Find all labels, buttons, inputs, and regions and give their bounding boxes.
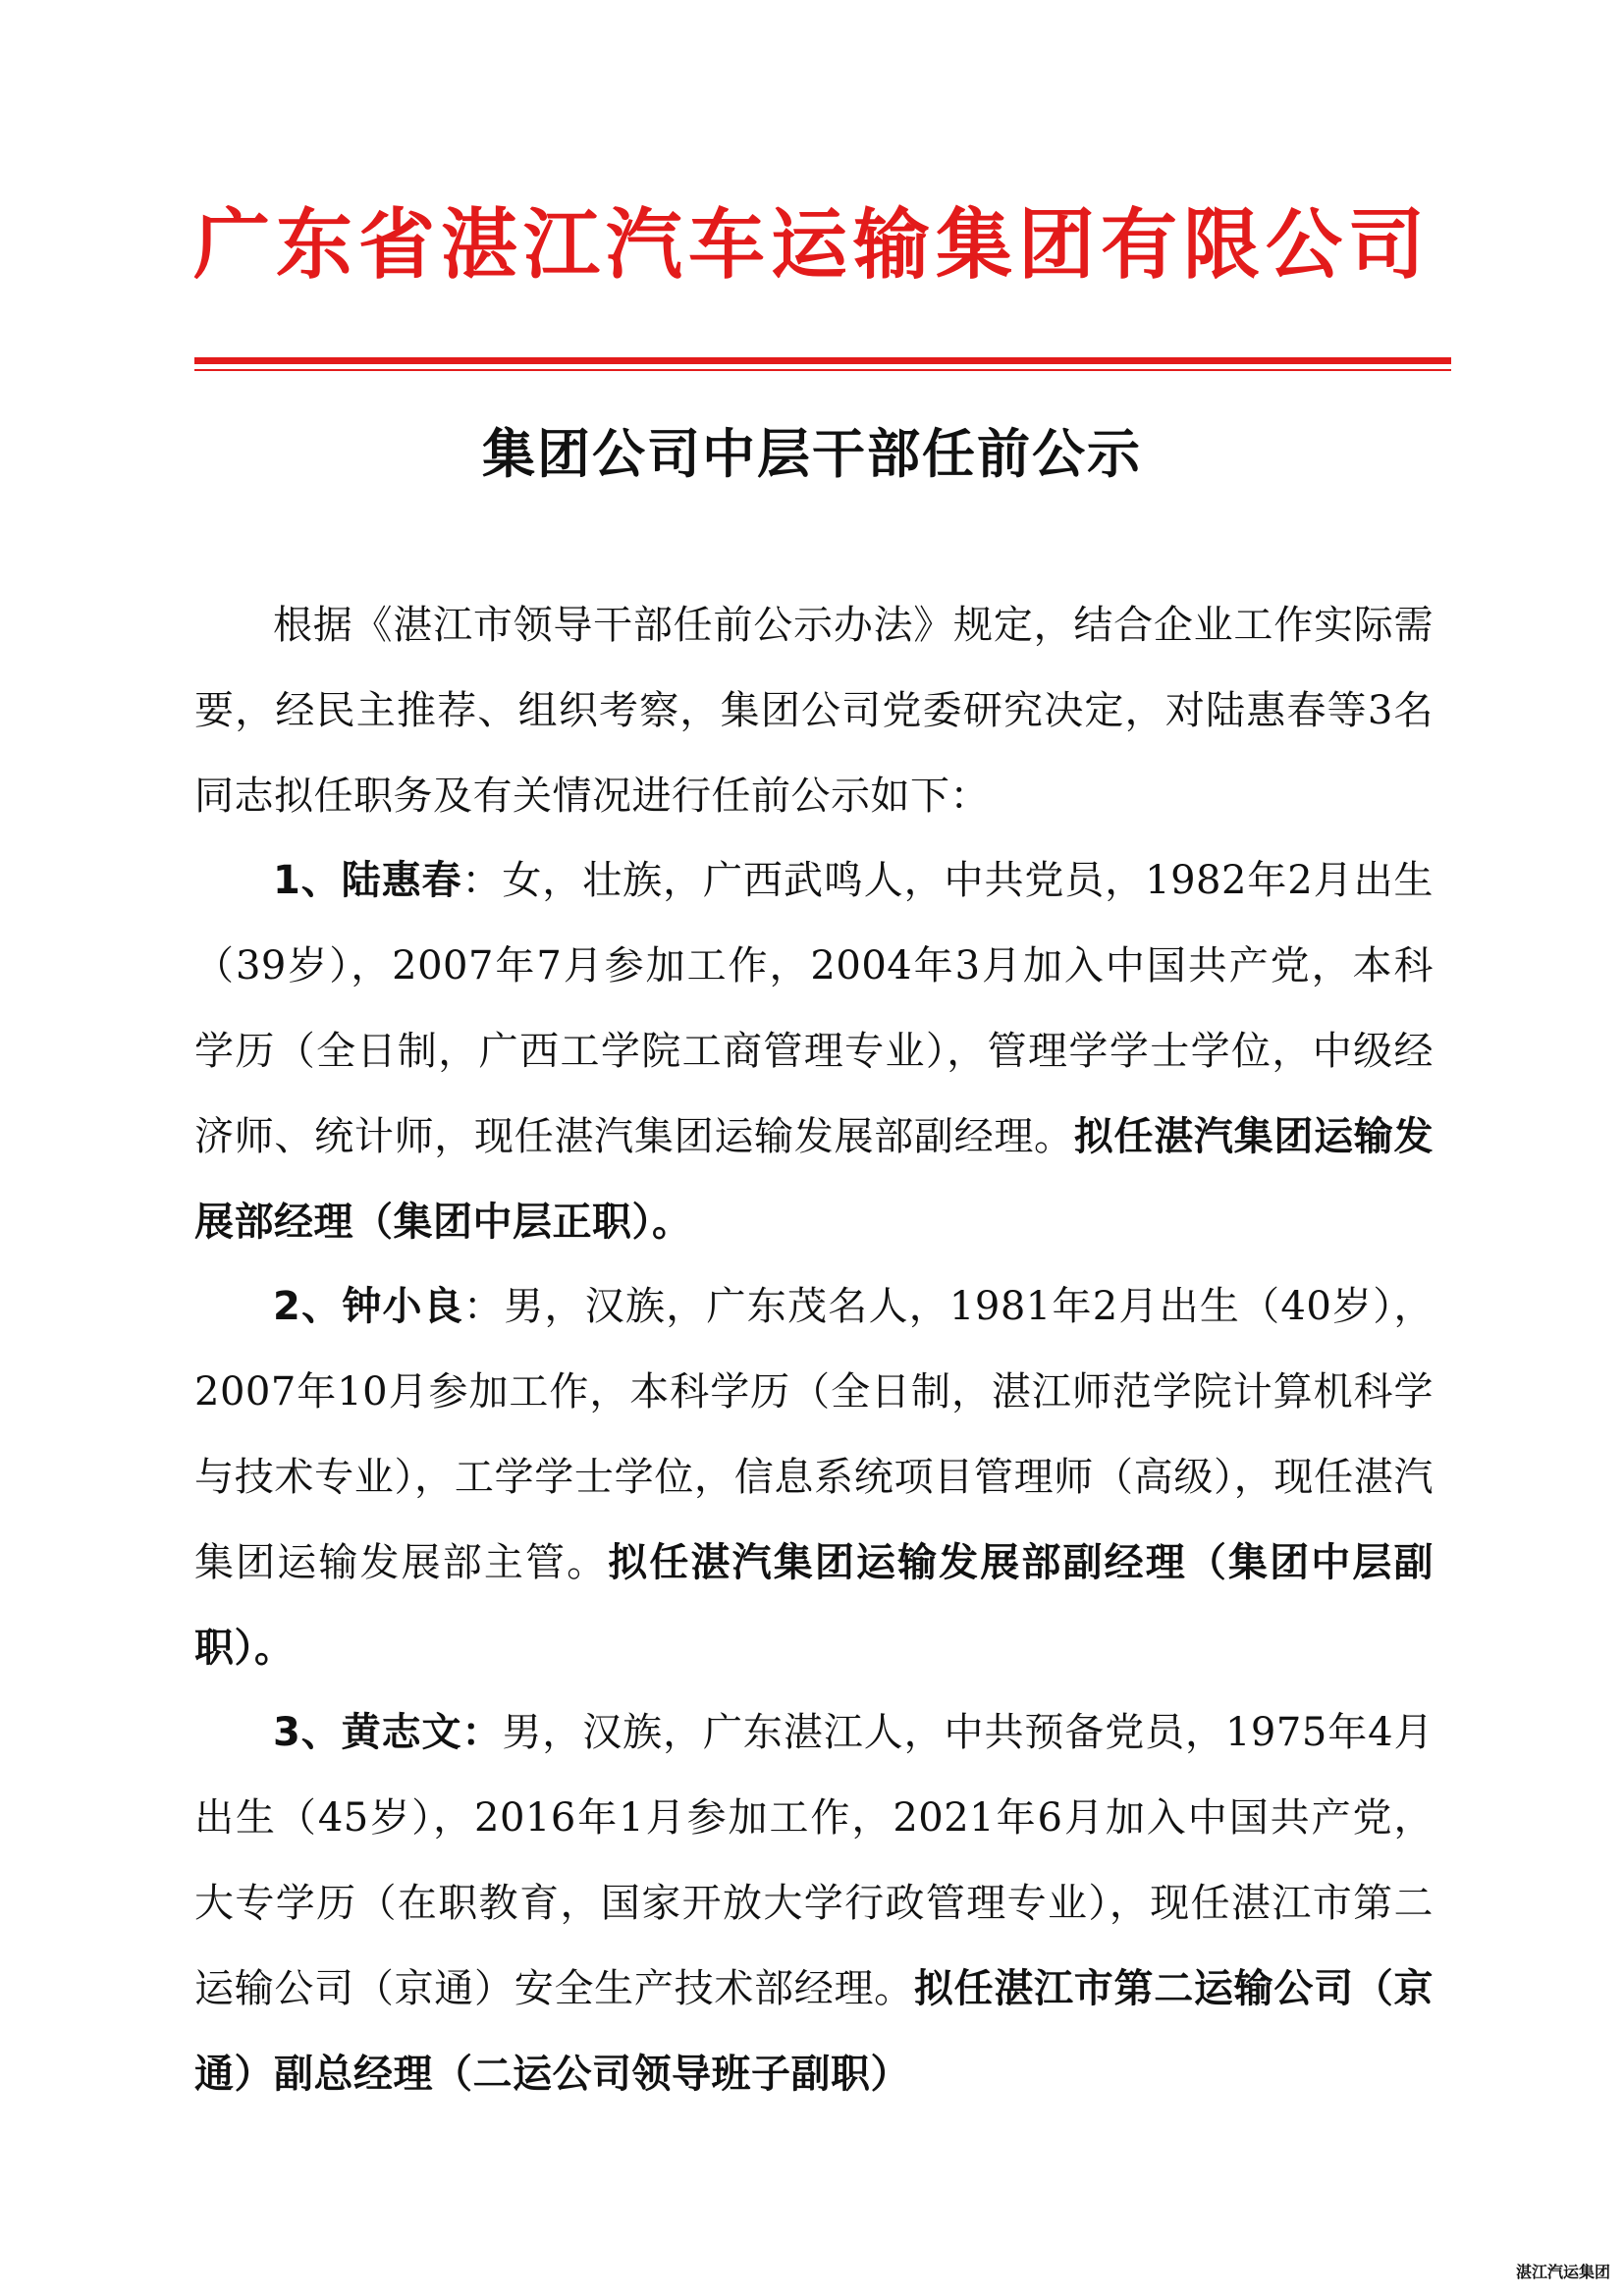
proposed-position: 拟任湛汽集团运输发展部经理（集团中层正职）。 [194, 1113, 1435, 1245]
candidate-details: 男，汉族，广东湛江人，中共预备党员，1975年4月出生（45岁），2016年1月参加工作，2021年6月加入中国共产党，大专学历（在职教育，国家开放大学行政管理专业），现任湛江市第二运输公司（京通）安全生产技术部经理。 [194, 1710, 1434, 2011]
proposed-position: 拟任湛江市第二运输公司（京通）副总经理（二运公司领导班子副职） [194, 1965, 1435, 2097]
candidate-paragraph-3 [194, 1690, 1434, 2116]
candidate-name: 1、陆惠春 [273, 858, 462, 904]
candidate-name: 3、黄志文： [273, 1710, 503, 1756]
candidate-paragraph-1 [194, 838, 1434, 1264]
document-title: 集团公司中层干部任前公示 [482, 423, 1142, 485]
header-rule-thin [194, 369, 1451, 371]
proposed-position: 拟任湛汽集团运输发展部副经理（集团中层副职）。 [194, 1539, 1435, 1671]
document-body [194, 583, 1434, 2116]
candidate-details: ：女，壮族，广西武鸣人，中共党员，1982年2月出生（39岁），2007年7月参加工作，2004年3月加入中国共产党，本科学历（全日制，广西工学院工商管理专业），管理学学士学位，中级经济师、统计师，现任湛汽集团运输发展部副经理。 [194, 858, 1434, 1159]
footer-watermark: 湛江汽运集团 [1515, 2263, 1610, 2281]
header-rule-thick [194, 357, 1451, 364]
candidate-details: ：男，汉族，广东茂名人，1981年2月出生（40岁），2007年10月参加工作，本科学历（全日制，湛江师范学院计算机科学与技术专业），工学学士学位，信息系统项目管理师（高级），现任湛汽集团运输发展部主管。 [194, 1284, 1434, 1585]
intro-paragraph: 根据《湛江市领导干部任前公示办法》规定，结合企业工作实际需要，经民主推荐、组织考察，集团公司党委研究决定，对陆惠春等3名同志拟任职务及有关情况进行任前公示如下： [194, 603, 1434, 819]
candidate-paragraph-2 [194, 1264, 1434, 1690]
organization-title: 广东省湛江汽车运输集团有限公司 [192, 200, 1431, 290]
candidate-name: 2、钟小良 [273, 1284, 464, 1330]
